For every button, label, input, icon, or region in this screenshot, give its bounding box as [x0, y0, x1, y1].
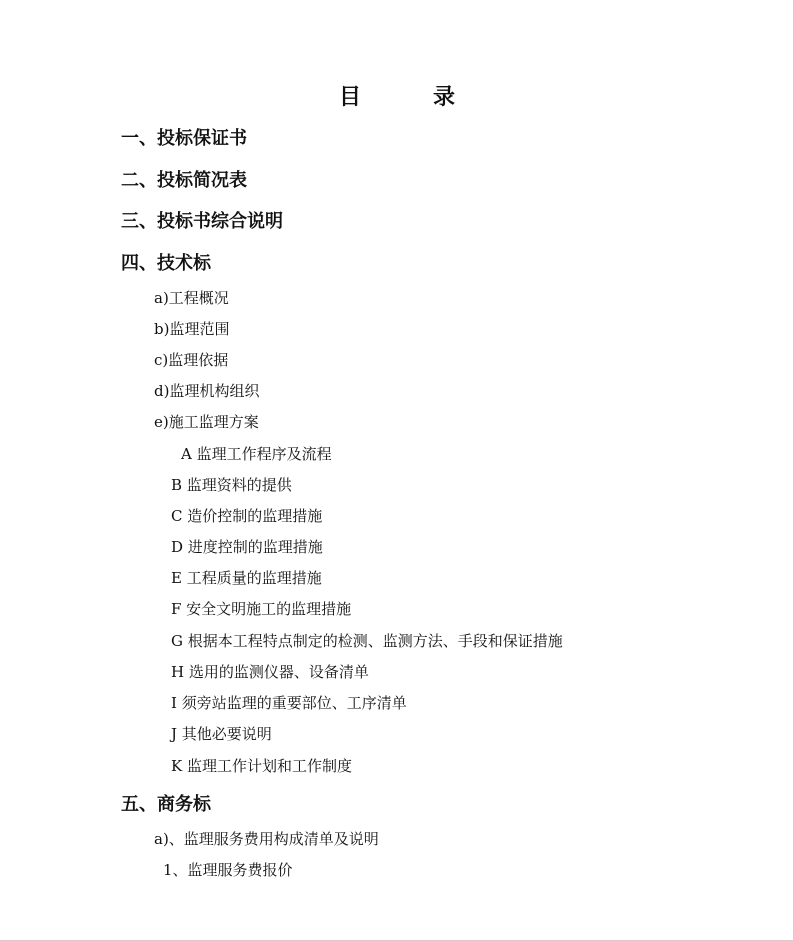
page-title	[0, 80, 794, 111]
plan-item-h: H 选用的监测仪器、设备清单	[171, 663, 369, 681]
title-char-1: 目	[338, 85, 361, 110]
plan-item-a: A 监理工作程序及流程	[181, 445, 332, 463]
plan-item-i: I 须旁站监理的重要部位、工序清单	[171, 694, 407, 712]
section-3-heading: 三、投标书综合说明	[121, 211, 283, 232]
plan-item-c: C 造价控制的监理措施	[171, 507, 323, 525]
title-char-2: 录	[433, 85, 456, 110]
technical-item-d: d)监理机构组织	[154, 382, 260, 400]
section-1-heading: 一、投标保证书	[121, 128, 247, 149]
section-4-heading: 四、技术标	[121, 253, 211, 274]
section-2-heading: 二、投标简况表	[121, 170, 247, 191]
technical-item-c: c)监理依据	[154, 351, 229, 369]
plan-item-j: J 其他必要说明	[171, 725, 272, 743]
technical-item-b: b)监理范围	[154, 320, 230, 338]
plan-item-d: D 进度控制的监理措施	[171, 538, 323, 556]
plan-item-g: G 根据本工程特点制定的检测、监测方法、手段和保证措施	[171, 632, 563, 650]
commercial-item-a: a)、监理服务费用构成清单及说明	[154, 830, 379, 848]
plan-item-e: E 工程质量的监理措施	[171, 569, 322, 587]
plan-item-k: K 监理工作计划和工作制度	[171, 757, 352, 775]
technical-item-e: e)施工监理方案	[154, 413, 259, 431]
technical-item-a: a)工程概况	[154, 289, 229, 307]
plan-item-b: B 监理资料的提供	[171, 476, 292, 494]
plan-item-f: F 安全文明施工的监理措施	[171, 600, 352, 618]
commercial-subitem-1: 1、监理服务费报价	[163, 861, 293, 879]
section-5-heading: 五、商务标	[121, 794, 211, 815]
